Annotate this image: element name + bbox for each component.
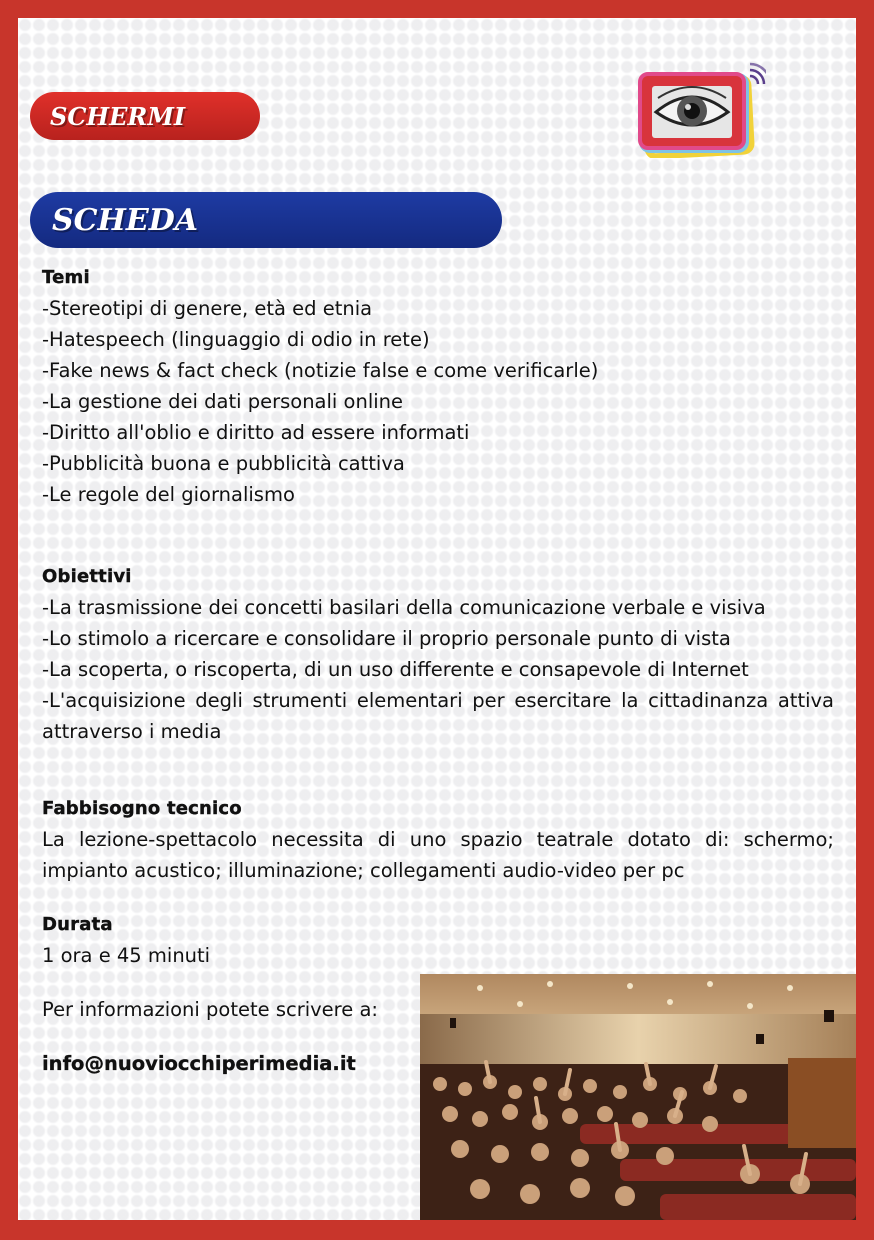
- temi-heading: Temi: [42, 267, 90, 288]
- schermi-badge: [30, 92, 260, 140]
- fabbisogno-heading: Fabbisogno tecnico: [42, 798, 242, 819]
- temi-item: -Pubblicità buona e pubblicità cattiva: [42, 452, 405, 475]
- contact-intro: Per informazioni potete scrivere a:: [42, 998, 378, 1021]
- temi-item: -Diritto all'oblio e diritto ad essere informati: [42, 421, 470, 444]
- temi-item: -Le regole del giornalismo: [42, 483, 295, 506]
- durata-heading: Durata: [42, 914, 113, 935]
- eye-tv-icon: [638, 58, 766, 158]
- temi-item: -Fake news & fact check (notizie false e come verificarle): [42, 359, 599, 382]
- scheda-label: SCHEDA: [52, 202, 199, 238]
- content: [42, 262, 834, 1079]
- page: [18, 18, 856, 1220]
- obiettivi-item: -La scoperta, o riscoperta, di un uso differente e consapevole di Internet: [42, 658, 749, 681]
- scheda-banner: [30, 192, 502, 248]
- obiettivi-item: -L'acquisizione degli strumenti elementari per esercitare la cittadinanza attiva attraverso i media: [42, 689, 834, 743]
- temi-item: -Hatespeech (linguaggio di odio in rete): [42, 328, 430, 351]
- obiettivi-item: -Lo stimolo a ricercare e consolidare il proprio personale punto di vista: [42, 627, 731, 650]
- audience-photo: [420, 974, 856, 1220]
- contact-email[interactable]: info@nuoviocchiperimedia.it: [42, 1052, 356, 1075]
- temi-item: -Stereotipi di genere, età ed etnia: [42, 297, 373, 320]
- schermi-label: SCHERMI: [50, 101, 186, 131]
- obiettivi-heading: Obiettivi: [42, 566, 132, 587]
- durata-text: 1 ora e 45 minuti: [42, 944, 211, 967]
- fabbisogno-text: La lezione-spettacolo necessita di uno spazio teatrale dotato di: schermo; impianto acustico; illuminazione; collegamenti audio-video per pc: [42, 828, 834, 882]
- obiettivi-item: -La trasmissione dei concetti basilari della comunicazione verbale e visiva: [42, 596, 766, 619]
- temi-item: -La gestione dei dati personali online: [42, 390, 404, 413]
